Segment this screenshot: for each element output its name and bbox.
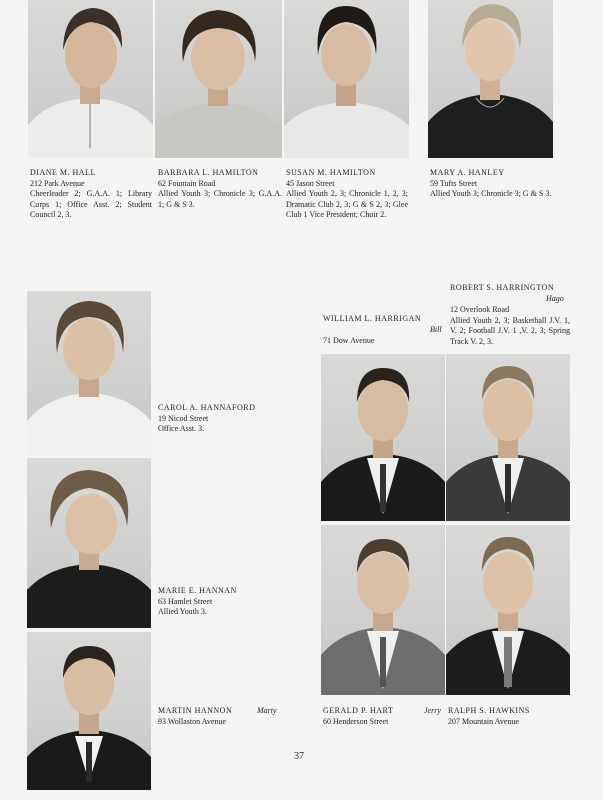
details-robert-harrington (450, 305, 570, 347)
student-activities: Allied Youth 2, 3; Basketball J.V. 1, V. 2; Football J.V. 1 ,V. 2, 3; Spring Track V. 2, 3. (450, 315, 570, 346)
student-activities: Cheerleader 2; G.A.A. 1; Library Corps 1; Office Asst. 2; Student Council 2, 3. (30, 189, 152, 219)
portrait-gerald-hart (321, 525, 445, 695)
portrait-ralph-hawkins (446, 525, 570, 695)
student-name: MARTIN HANNON (158, 706, 233, 715)
portrait-carol-hannaford (27, 291, 151, 456)
portrait-susan-hamilton (284, 0, 409, 158)
student-address: 59 Tufts Street (430, 178, 478, 188)
student-name: SUSAN M. HAMILTON (286, 168, 376, 177)
nickname-bill: Bill (430, 325, 442, 334)
student-address: 93 Wollaston Avenue (158, 716, 226, 726)
student-address: 207 Mountain Avenue (448, 716, 519, 726)
student-address: 63 Hamlet Street (158, 596, 213, 606)
student-name: CAROL A. HANNAFORD (158, 403, 256, 412)
student-address: 71 Dow Avenue (323, 336, 375, 345)
nickname-jerry: Jerry (424, 706, 441, 715)
student-activities: Allied Youth 2, 3; Chronicle 1, 2, 3; Dramatic Club 2, 3; G & S 2, 3; Glee Club 1 Vice President; Choir 2. (286, 189, 408, 219)
portrait-mary-hanley (428, 0, 553, 158)
page-number: 37 (294, 751, 304, 762)
student-name: RALPH S. HAWKINS (448, 706, 530, 715)
caption-diane-hall (30, 168, 152, 221)
student-name: GERALD P. HART (323, 706, 394, 715)
caption-robert-harrington (450, 283, 570, 294)
portrait-barbara-hamilton (155, 0, 282, 158)
student-address: 62 Fountain Road (158, 178, 216, 188)
student-address: 212 Park Avenue (30, 178, 85, 188)
portrait-william-harrigan (321, 354, 445, 521)
student-activities: Allied Youth 3; Chronicle 3; G.A.A. 1; G & S 3. (158, 189, 282, 209)
portrait-marie-hannan (27, 458, 151, 628)
student-address: 45 Jason Street (286, 178, 335, 188)
student-name: MARIE E. HANNAN (158, 586, 237, 595)
caption-barbara-hamilton (158, 168, 282, 210)
student-name: MARY A. HANLEY (430, 168, 505, 177)
caption-mary-hanley (430, 168, 552, 200)
student-activities: Allied Youth 3; Chronicle 3; G & S 3. (430, 189, 552, 198)
nickname-marty: Marty (257, 706, 277, 715)
student-name: WILLIAM L. HARRIGAN (323, 314, 422, 323)
address-william-harrigan (323, 336, 443, 347)
caption-william-harrigan (323, 314, 448, 325)
student-name: ROBERT S. HARRINGTON (450, 283, 555, 292)
caption-susan-hamilton (286, 168, 408, 221)
caption-marie-hannan (158, 586, 298, 618)
caption-carol-hannaford (158, 403, 298, 435)
student-name: BARBARA L. HAMILTON (158, 168, 259, 177)
nickname-hago: Hago (546, 294, 564, 303)
portrait-diane-hall (28, 0, 153, 158)
student-activities: Allied Youth 3. (158, 607, 207, 616)
student-name: DIANE M. HALL (30, 168, 96, 177)
student-address: 19 Nicod Street (158, 413, 209, 423)
portrait-robert-harrington (446, 354, 570, 521)
caption-ralph-hawkins (448, 706, 568, 727)
portrait-martin-hannon (27, 632, 151, 790)
student-address: 60 Henderson Street (323, 716, 389, 726)
student-activities: Office Asst. 3. (158, 424, 205, 433)
student-address: 12 Overlook Road (450, 305, 510, 314)
